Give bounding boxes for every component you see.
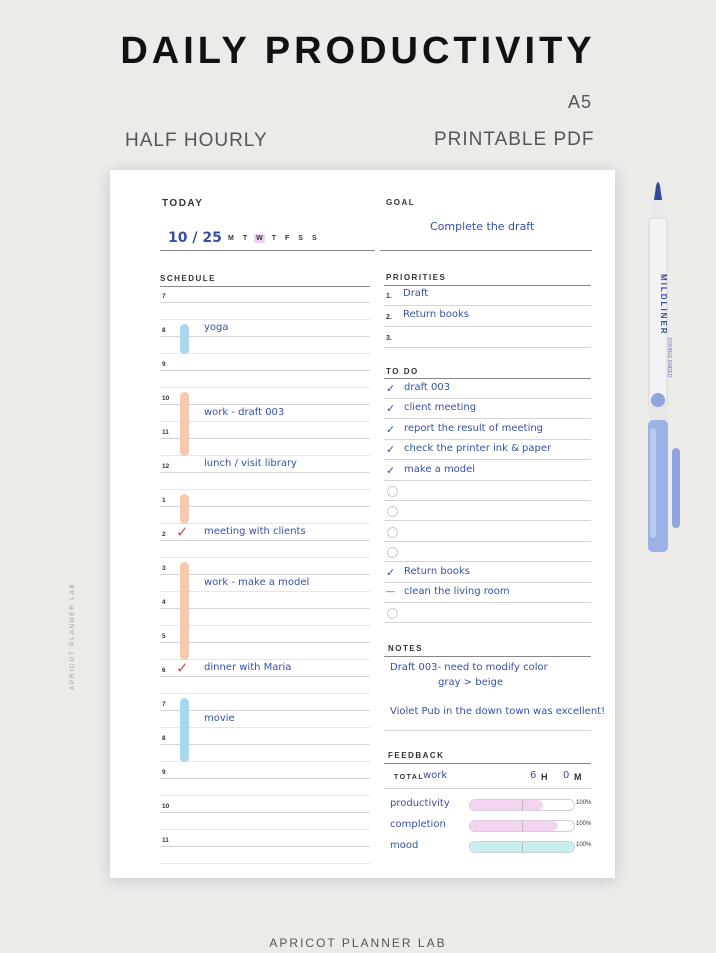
- row-line: [160, 642, 370, 643]
- row-line: [160, 744, 370, 745]
- note-line: Draft 003- need to modify color: [390, 662, 548, 673]
- goal-label: GOAL: [386, 198, 416, 207]
- priority-text: Return books: [403, 309, 469, 320]
- row-line: [160, 557, 370, 558]
- hour-label: 6: [162, 667, 166, 674]
- schedule-row: [160, 304, 370, 320]
- row-line: [160, 829, 370, 830]
- row-line: [160, 438, 370, 439]
- subtitle-right: PRINTABLE PDF: [434, 129, 595, 150]
- todo-row[interactable]: [384, 399, 591, 419]
- metric-name: mood: [390, 840, 419, 851]
- row-line: [160, 489, 370, 490]
- today-label: TODAY: [162, 198, 204, 209]
- schedule-row: [160, 763, 370, 779]
- row-line: [160, 710, 370, 711]
- row-line: [160, 353, 370, 354]
- todo-row[interactable]: [384, 461, 591, 481]
- date-value: 10 / 25: [168, 230, 222, 246]
- schedule-row: [160, 814, 370, 830]
- meter-fill: [470, 800, 543, 810]
- priorities-list: [384, 286, 591, 348]
- schedule-row: [160, 423, 370, 439]
- pen-brand: MILDLINER: [659, 274, 668, 336]
- hour-label: 2: [162, 531, 166, 538]
- hour-label: 11: [162, 429, 169, 436]
- divider: [384, 730, 591, 731]
- todo-row[interactable]: [384, 440, 591, 460]
- dash-icon[interactable]: —: [386, 586, 395, 596]
- goal-text: Complete the draft: [430, 220, 535, 233]
- size-label: A5: [568, 92, 593, 112]
- metric-end-label: 100%: [576, 842, 592, 848]
- weekday-letter[interactable]: S: [298, 235, 303, 242]
- total-value: work: [423, 770, 448, 781]
- schedule-entry: work - make a model: [204, 577, 310, 588]
- schedule-row: [160, 559, 370, 575]
- todo-row[interactable]: [384, 563, 591, 583]
- hour-label: 9: [162, 361, 166, 368]
- schedule-row: [160, 695, 370, 711]
- row-line: [160, 795, 370, 796]
- schedule-row: [160, 508, 370, 524]
- todo-text: clean the living room: [404, 586, 510, 597]
- schedule-entry: work - draft 003: [204, 407, 285, 418]
- check-icon: ✓: [176, 660, 189, 677]
- row-line: [384, 326, 591, 327]
- schedule-row: [160, 797, 370, 813]
- checkmark-icon[interactable]: ✓: [386, 444, 396, 457]
- schedule-row: [160, 712, 370, 728]
- schedule-entry: meeting with clients: [204, 526, 306, 537]
- todo-row[interactable]: [384, 583, 591, 603]
- schedule-row: [160, 593, 370, 609]
- feedback-label: FEEDBACK: [388, 751, 445, 760]
- row-line: [160, 336, 370, 337]
- minutes-unit: M: [574, 772, 583, 782]
- todo-text: check the printer ink & paper: [404, 443, 552, 455]
- time-block-bar: [180, 392, 189, 456]
- todo-text: make a model: [404, 463, 476, 475]
- row-line: [160, 370, 370, 371]
- schedule-row: [160, 338, 370, 354]
- hour-label: 11: [162, 837, 169, 844]
- schedule-row: [160, 440, 370, 456]
- row-line: [160, 404, 370, 405]
- page-title: DAILY PRODUCTIVITY: [120, 30, 596, 72]
- todo-row[interactable]: [384, 603, 591, 623]
- schedule-entry: lunch / visit library: [204, 458, 297, 469]
- todo-text: client meeting: [404, 402, 477, 414]
- weekday-letter[interactable]: T: [242, 235, 248, 242]
- meter-fill: [470, 821, 558, 831]
- weekday-letter[interactable]: W: [256, 235, 263, 242]
- row-line: [160, 659, 370, 660]
- hour-label: 9: [162, 769, 166, 776]
- todo-row[interactable]: [384, 501, 591, 521]
- meter-midline: [522, 800, 523, 810]
- divider: [384, 763, 591, 764]
- row-line: [160, 761, 370, 762]
- meter-midline: [522, 821, 523, 831]
- note-line: gray > beige: [438, 677, 504, 688]
- todo-list: [384, 379, 591, 624]
- checkbox-circle-icon[interactable]: [387, 506, 398, 517]
- hour-label: 4: [162, 599, 166, 606]
- schedule-row: [160, 644, 370, 660]
- row-line: [160, 846, 370, 847]
- checkmark-icon[interactable]: ✓: [386, 566, 396, 579]
- priority-number: 3.: [386, 335, 392, 342]
- time-block-bar: [180, 698, 189, 762]
- row-line: [160, 778, 370, 779]
- schedule-row: [160, 746, 370, 762]
- schedule-row: [160, 627, 370, 643]
- row-line: [160, 625, 370, 626]
- row-line: [160, 387, 370, 388]
- divider: [384, 788, 591, 789]
- metric-name: productivity: [390, 798, 450, 809]
- schedule-row: [160, 780, 370, 796]
- todo-row[interactable]: [384, 542, 591, 562]
- row-line: [160, 472, 370, 473]
- row-line: [160, 319, 370, 320]
- schedule-row: [160, 372, 370, 388]
- weekday-letter[interactable]: S: [311, 235, 317, 242]
- checkmark-icon[interactable]: ✓: [386, 464, 396, 477]
- planner-sheet: [70, 170, 615, 878]
- time-block-bar: [180, 562, 189, 660]
- divider: [160, 250, 375, 251]
- hours-unit: H: [541, 772, 549, 782]
- schedule-entry: dinner with Maria: [204, 662, 292, 673]
- row-line: [160, 676, 370, 677]
- hour-label: 1: [162, 497, 166, 504]
- hour-label: 10: [162, 395, 170, 402]
- checkmark-icon[interactable]: ✓: [386, 403, 396, 416]
- priority-row: [384, 307, 591, 327]
- note-line: Violet Pub in the down town was excellent!: [390, 706, 606, 717]
- row-line: [160, 523, 370, 524]
- todo-row[interactable]: [384, 379, 591, 399]
- row-line: [160, 727, 370, 728]
- schedule-row: [160, 389, 370, 405]
- priority-number: 1.: [386, 293, 392, 300]
- hour-label: 8: [162, 327, 166, 334]
- priority-text: Draft: [403, 288, 429, 299]
- schedule-row: [160, 831, 370, 847]
- metric-meter[interactable]: [469, 820, 575, 832]
- notes-label: NOTES: [388, 644, 424, 653]
- schedule-row: [160, 321, 370, 337]
- todo-text: report the result of meeting: [404, 422, 544, 434]
- schedule-row: [160, 610, 370, 626]
- meter-midline: [522, 842, 523, 852]
- hour-label: 8: [162, 735, 166, 742]
- hour-label: 3: [162, 565, 166, 572]
- row-line: [160, 506, 370, 507]
- row-line: [160, 455, 370, 456]
- schedule-row: [160, 848, 370, 864]
- metric-end-label: 100%: [576, 800, 592, 806]
- schedule-row: [160, 678, 370, 694]
- checkbox-circle-icon[interactable]: [387, 486, 398, 497]
- hour-label: 12: [162, 463, 170, 470]
- schedule-row: [160, 355, 370, 371]
- weekday-selector[interactable]: [226, 234, 319, 243]
- schedule-row: [160, 491, 370, 507]
- checkbox-circle-icon[interactable]: [387, 527, 398, 538]
- todo-text: draft 003: [404, 382, 451, 393]
- schedule-row: [160, 729, 370, 745]
- total-label: TOTAL: [394, 774, 425, 781]
- checkmark-icon[interactable]: ✓: [386, 423, 396, 436]
- checkmark-icon[interactable]: ✓: [386, 383, 396, 395]
- row-line: [160, 863, 370, 864]
- row-line: [160, 302, 370, 303]
- row-line: [160, 608, 370, 609]
- divider: [384, 656, 591, 657]
- feedback-meters: [384, 790, 591, 860]
- priority-row: [384, 286, 591, 306]
- footer-brand: APRICOT PLANNER LAB: [269, 936, 447, 950]
- metric-meter[interactable]: [469, 841, 575, 853]
- row-line: [384, 622, 591, 623]
- schedule-row: [160, 474, 370, 490]
- weekday-letter[interactable]: F: [285, 235, 290, 242]
- time-block-bar: [180, 324, 189, 354]
- schedule-entry: yoga: [204, 322, 229, 333]
- weekday-letter[interactable]: T: [271, 235, 277, 242]
- schedule-row: [160, 542, 370, 558]
- row-line: [160, 540, 370, 541]
- priority-number: 2.: [386, 314, 392, 321]
- vertical-brand: APRICOT PLANNER LAB: [70, 582, 76, 690]
- checkbox-circle-icon[interactable]: [387, 608, 398, 619]
- row-line: [160, 591, 370, 592]
- row-line: [160, 574, 370, 575]
- todo-row[interactable]: [384, 420, 591, 440]
- check-icon: ✓: [176, 524, 189, 541]
- schedule-label: SCHEDULE: [160, 274, 217, 283]
- todo-row[interactable]: [384, 522, 591, 542]
- divider: [380, 250, 592, 251]
- row-line: [160, 421, 370, 422]
- total-minutes: 0: [563, 770, 570, 781]
- todo-row[interactable]: [384, 481, 591, 501]
- checkbox-circle-icon[interactable]: [387, 547, 398, 558]
- row-line: [160, 812, 370, 813]
- subtitle-left: HALF HOURLY: [125, 130, 268, 151]
- hour-label: 5: [162, 633, 166, 640]
- metric-end-label: 100%: [576, 821, 592, 827]
- weekday-letter[interactable]: M: [228, 235, 234, 242]
- priorities-label: PRIORITIES: [386, 273, 447, 282]
- hour-label: 7: [162, 293, 166, 300]
- hour-label: 7: [162, 701, 166, 708]
- row-line: [384, 347, 591, 348]
- todo-label: TO DO: [386, 367, 419, 376]
- row-line: [384, 305, 591, 306]
- schedule-entry: movie: [204, 713, 235, 724]
- priority-row: [384, 328, 591, 348]
- highlighter-pen: [640, 178, 700, 558]
- hour-label: 10: [162, 803, 170, 810]
- schedule-row: [160, 287, 370, 303]
- todo-text: Return books: [404, 565, 470, 577]
- pen-sub: DOUBLE ENDED: [666, 338, 672, 378]
- time-block-bar: [180, 494, 189, 524]
- total-hours: 6: [530, 770, 537, 781]
- row-line: [160, 693, 370, 694]
- metric-name: completion: [390, 819, 446, 830]
- metric-meter[interactable]: [469, 799, 575, 811]
- schedule-grid: [160, 287, 370, 862]
